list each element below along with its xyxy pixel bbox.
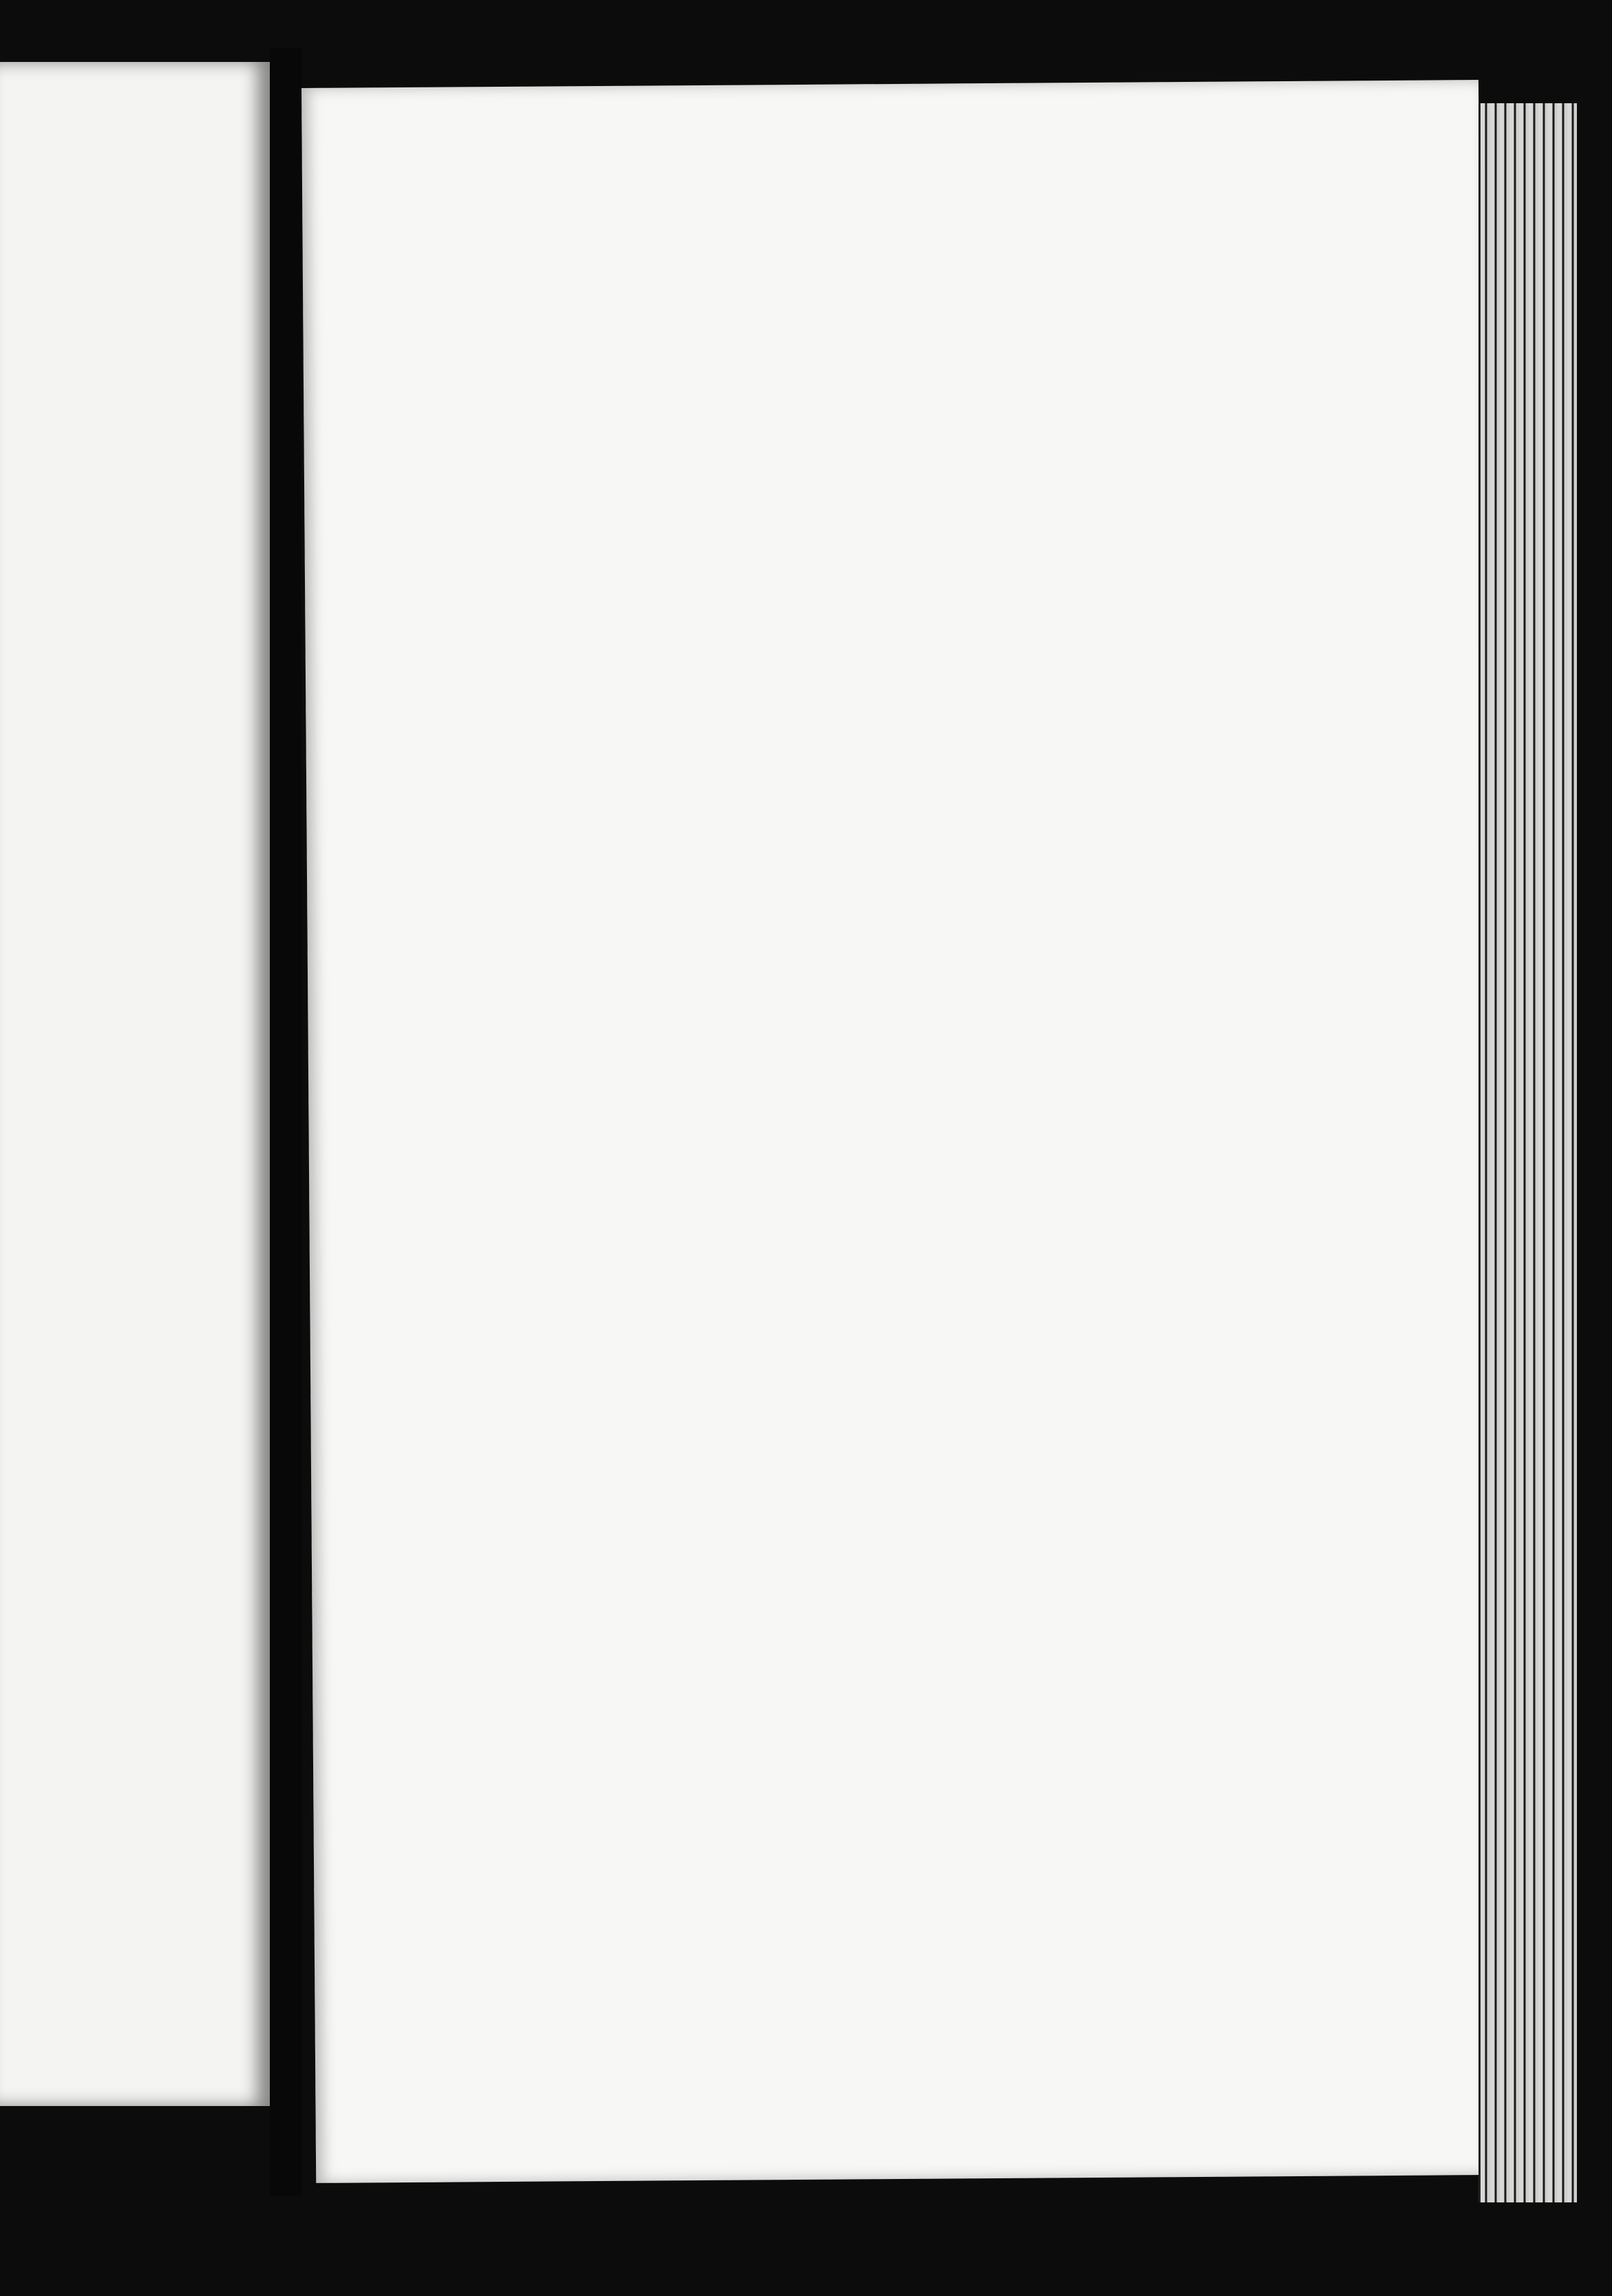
book-gutter — [270, 48, 301, 2196]
page-edges — [1478, 103, 1577, 2202]
right-page — [301, 80, 1493, 2183]
left-page-fragment — [0, 62, 270, 2106]
running-head — [482, 234, 1294, 240]
